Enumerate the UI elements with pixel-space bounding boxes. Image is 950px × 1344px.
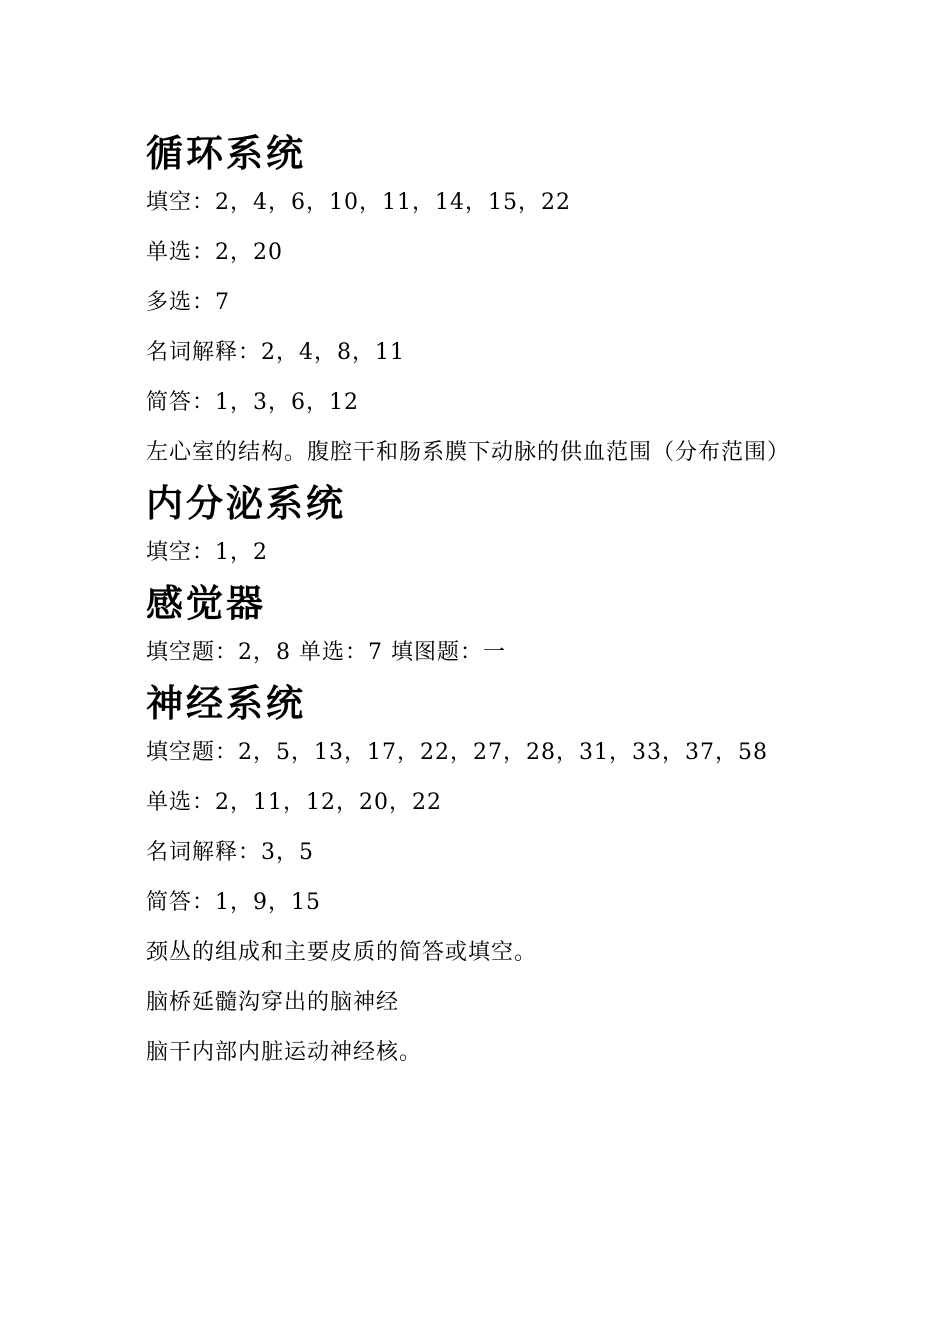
single-choice-line: 单选：2，11，12，20，22 (146, 790, 442, 815)
multiple-choice-line: 多选：7 (146, 290, 230, 315)
short-answer-line: 简答：1，9，15 (146, 890, 321, 915)
section-circulatory-system (146, 128, 826, 478)
section-heading: 循环系统 (146, 131, 306, 175)
fill-in-questions-line: 填空：1，2 (146, 540, 268, 565)
note-line: 脑桥延髓沟穿出的脑神经 (146, 990, 400, 1015)
term-explanation-line: 名词解释：2，4，8，11 (146, 340, 405, 365)
note-line: 左心室的结构。腹腔干和肠系膜下动脉的供血范围（分布范围） (146, 440, 791, 465)
term-explanation-line: 名词解释：3，5 (146, 840, 314, 865)
fill-in-questions-line: 填空题：2，5，13，17，22，27，28，31，33，37，58 (146, 740, 768, 765)
fill-in-questions-line: 填空：2，4，6，10，11，14，15，22 (146, 190, 571, 215)
section-nervous-system (146, 678, 826, 1078)
section-heading: 感觉器 (146, 581, 266, 625)
note-line: 颈丛的组成和主要皮质的简答或填空。 (146, 940, 538, 965)
section-endocrine-system (146, 478, 826, 578)
note-line: 脑干内部内脏运动神经核。 (146, 1040, 423, 1065)
short-answer-line: 简答：1，3，6，12 (146, 390, 359, 415)
section-heading: 神经系统 (146, 681, 306, 725)
section-sense-organs (146, 578, 826, 678)
section-heading: 内分泌系统 (146, 481, 346, 525)
single-choice-line: 单选：2，20 (146, 240, 283, 265)
document-page (146, 128, 826, 1078)
questions-line: 填空题：2，8 单选：7 填图题：一 (146, 640, 506, 665)
